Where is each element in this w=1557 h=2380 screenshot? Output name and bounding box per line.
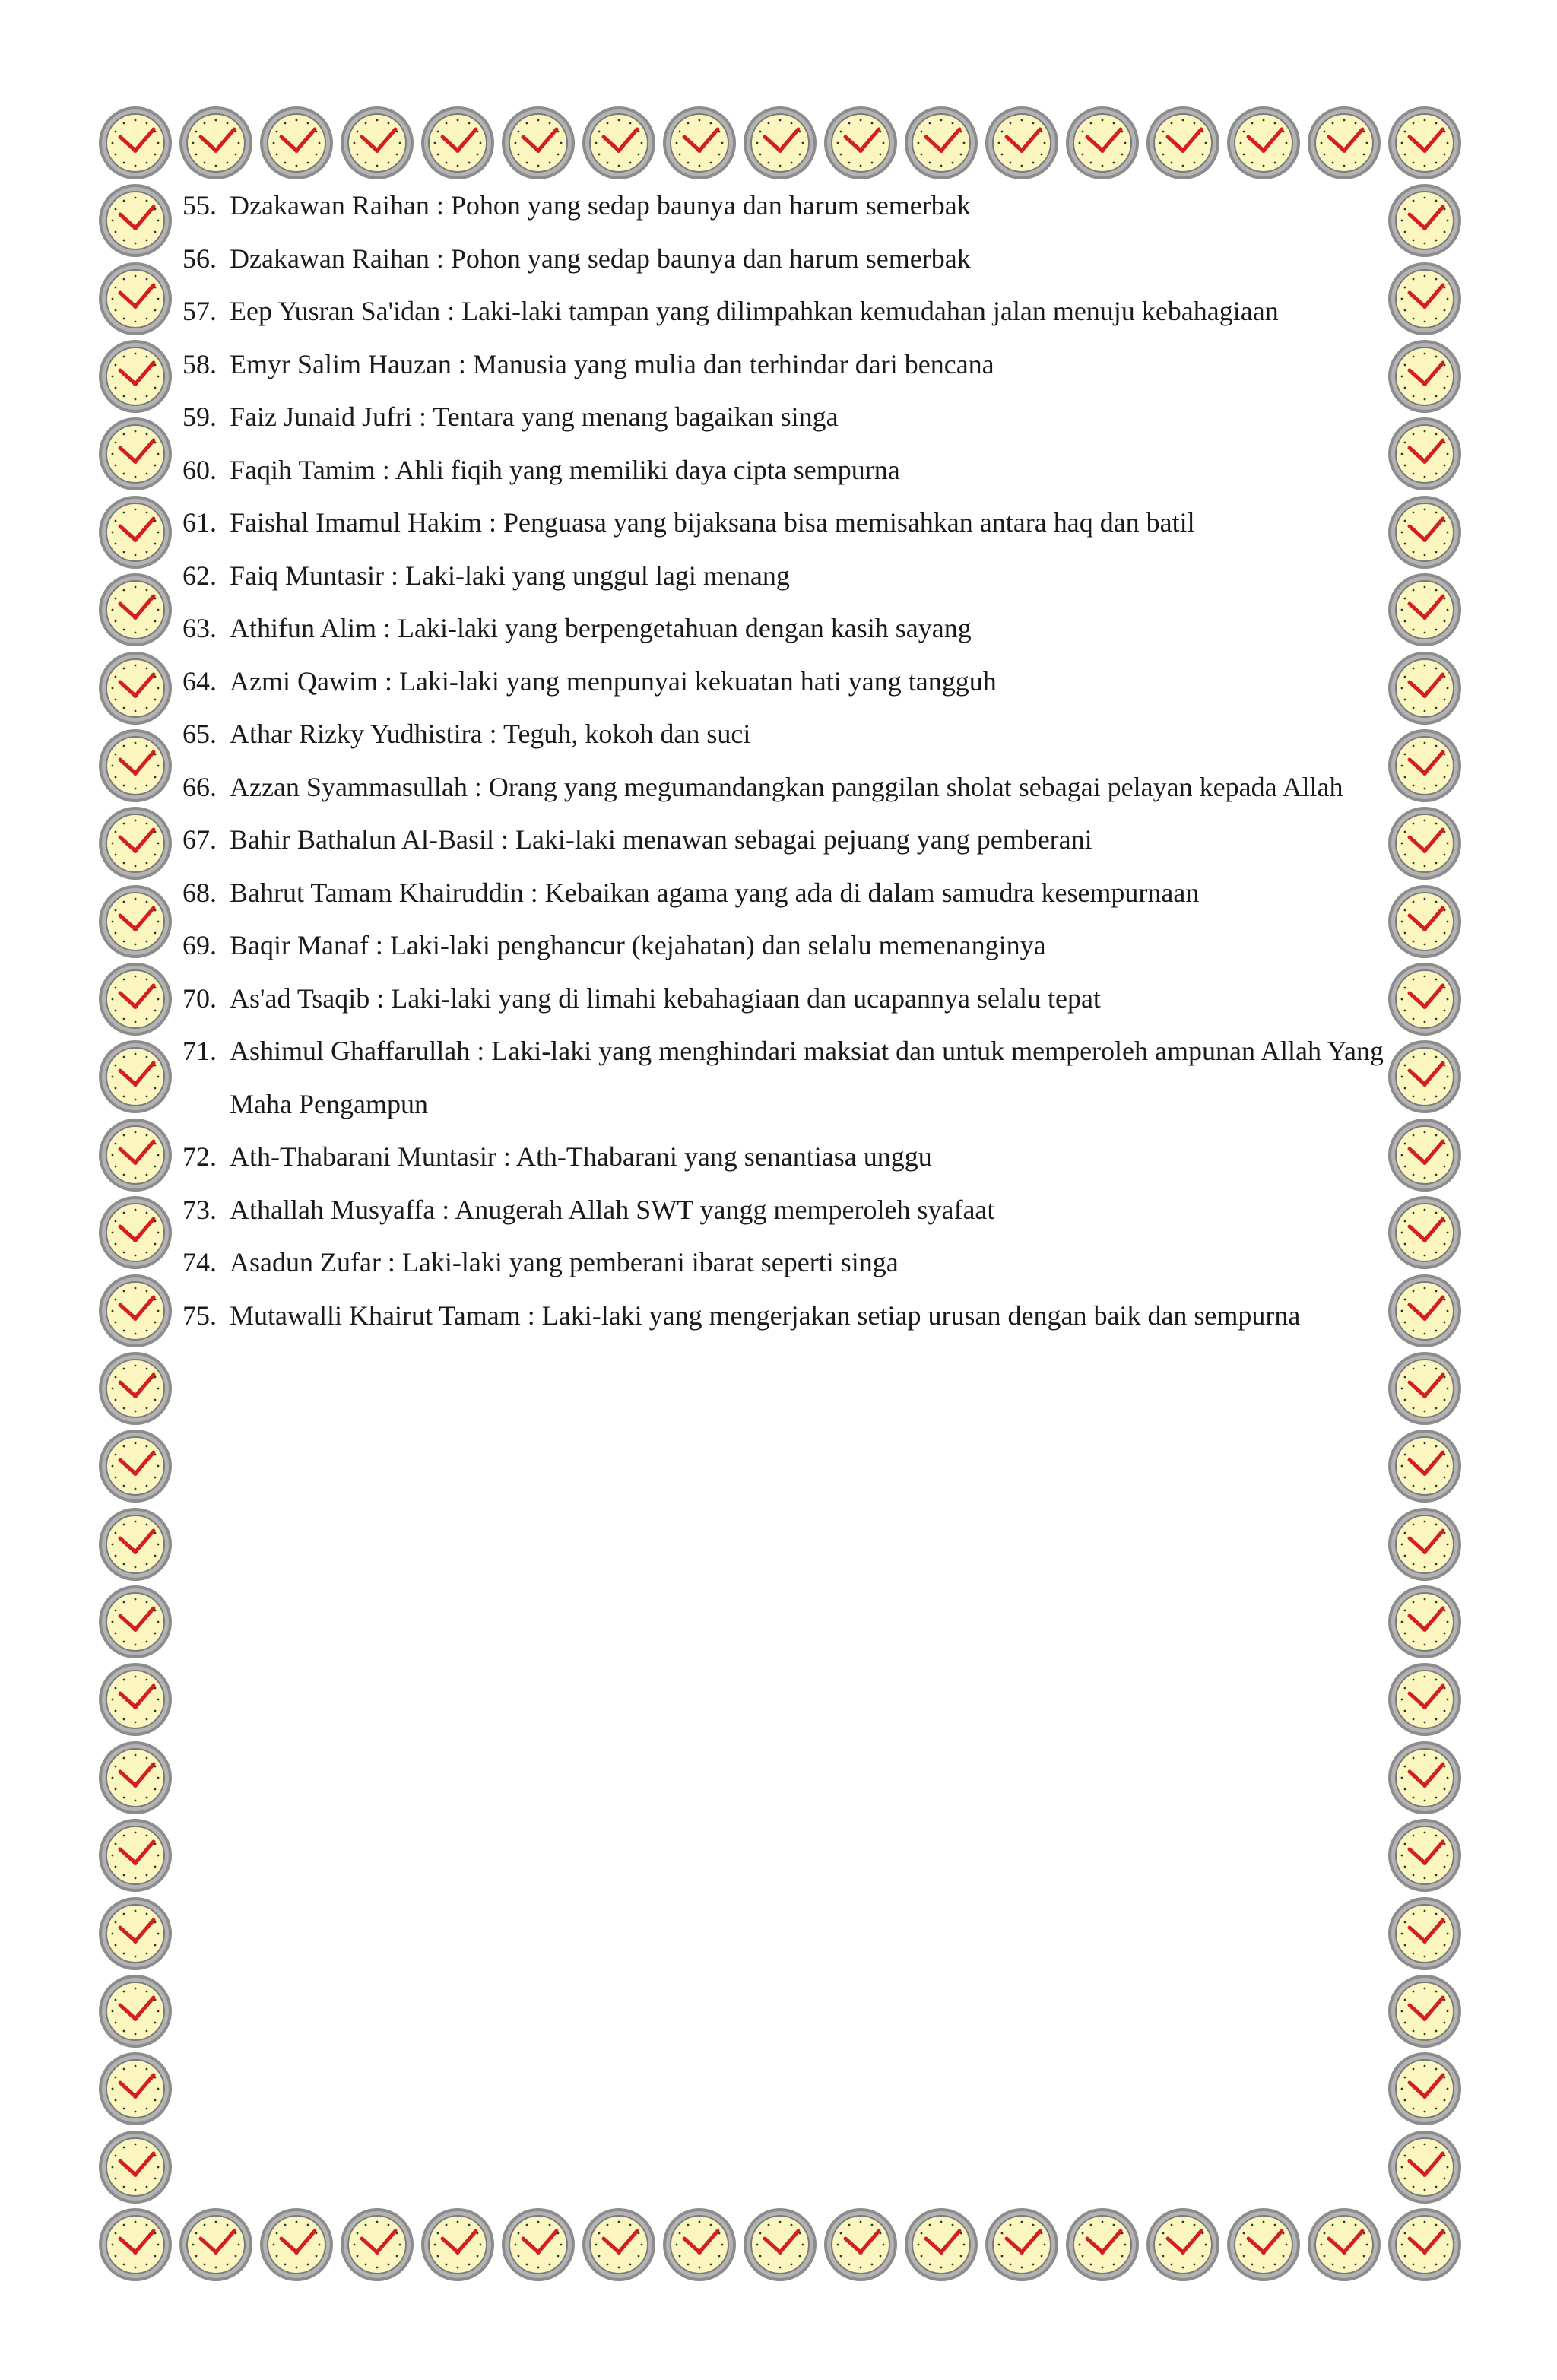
list-item <box>182 761 1384 814</box>
clock-icon <box>97 1740 173 1816</box>
clock-icon <box>97 1661 173 1737</box>
list-item <box>182 444 1384 497</box>
item-text: As'ad Tsaqib : Laki-laki yang di limahi kebahagiaan dan ucapannya selalu tepat <box>230 982 1101 1014</box>
item-text: Ath-Thabarani Muntasir : Ath-Thabarani yang senantiasa unggu <box>230 1141 932 1172</box>
clock-icon <box>97 105 173 181</box>
clock-icon <box>1387 2051 1463 2127</box>
item-text: Athar Rizky Yudhistira : Teguh, kokoh dan suci <box>230 719 751 749</box>
clock-icon <box>1387 416 1463 492</box>
clock-icon <box>903 2207 979 2283</box>
clock-icon <box>1064 2207 1140 2283</box>
clock-icon <box>1387 1428 1463 1504</box>
clock-icon <box>1387 1273 1463 1349</box>
clock-icon <box>97 1195 173 1271</box>
item-number: 71. <box>182 1036 217 1066</box>
item-text: Bahrut Tamam Khairuddin : Kebaikan agama yang ada di dalam samudra kesempurnaan <box>230 877 1200 908</box>
clock-icon <box>178 2207 254 2283</box>
item-number: 73. <box>182 1194 217 1225</box>
clock-icon <box>1387 805 1463 881</box>
clock-icon <box>97 338 173 414</box>
item-text: Ashimul Ghaffarullah : Laki-laki yang menghindari maksiat dan untuk memperoleh ampunan Allah Yang Maha Pengampun <box>230 1036 1384 1119</box>
item-number: 57. <box>182 296 217 326</box>
item-number: 60. <box>182 454 217 485</box>
clock-icon <box>1387 1817 1463 1893</box>
list-item <box>182 708 1384 761</box>
clock-icon <box>97 416 173 492</box>
clock-icon <box>97 182 173 259</box>
clock-icon <box>1387 728 1463 804</box>
item-number: 55. <box>182 190 217 221</box>
list-item <box>182 233 1384 286</box>
item-number: 65. <box>182 719 217 749</box>
list-item <box>182 550 1384 603</box>
item-text: Mutawalli Khairut Tamam : Laki-laki yang mengerjakan setiap urusan dengan baik dan sempurna <box>230 1299 1301 1331</box>
item-number: 58. <box>182 348 217 379</box>
clock-icon <box>903 105 979 181</box>
item-number: 56. <box>182 243 217 274</box>
list-item <box>182 1184 1384 1237</box>
clock-icon <box>1387 1117 1463 1193</box>
clock-icon <box>420 2207 496 2283</box>
item-text: Faiz Junaid Jufri : Tentara yang menang bagaikan singa <box>230 401 839 432</box>
list-item <box>182 338 1384 392</box>
item-number: 69. <box>182 930 217 960</box>
clock-icon <box>1387 884 1463 960</box>
clock-icon <box>97 1584 173 1660</box>
item-text: Bahir Bathalun Al-Basil : Laki-laki menawan sebagai pejuang yang pemberani <box>230 824 1092 855</box>
list-item <box>182 1290 1384 1343</box>
clock-icon <box>1387 338 1463 414</box>
clock-icon <box>1387 182 1463 259</box>
clock-icon <box>1387 2129 1463 2205</box>
clock-icon <box>1306 2207 1382 2283</box>
clock-icon <box>581 2207 657 2283</box>
clock-icon <box>1387 1740 1463 1816</box>
clock-icon <box>1145 2207 1221 2283</box>
clock-icon <box>97 1350 173 1426</box>
clock-icon <box>500 2207 576 2283</box>
item-text: Azzan Syammasullah : Orang yang megumandangkan panggilan sholat sebagai pelayan kepada Allah <box>230 771 1343 802</box>
item-number: 61. <box>182 507 217 538</box>
clock-icon <box>823 105 899 181</box>
clock-icon <box>661 2207 737 2283</box>
item-text: Eep Yusran Sa'idan : Laki-laki tampan yang dilimpahkan kemudahan jalan menuju kebahagiaan <box>230 296 1279 326</box>
clock-icon <box>742 105 818 181</box>
clock-icon <box>661 105 737 181</box>
clock-icon <box>984 105 1060 181</box>
item-text: Asadun Zufar : Laki-laki yang pemberani ibarat seperti singa <box>230 1247 899 1277</box>
clock-icon <box>1226 105 1302 181</box>
clock-icon <box>97 2051 173 2127</box>
clock-icon <box>1387 494 1463 570</box>
list-item <box>182 1236 1384 1290</box>
list-item <box>182 391 1384 444</box>
clock-icon <box>1387 961 1463 1037</box>
name-meaning-list <box>182 179 1384 1342</box>
list-item <box>182 179 1384 233</box>
item-number: 62. <box>182 560 217 591</box>
item-text: Athifun Alim : Laki-laki yang berpengetahuan dengan kasih sayang <box>230 613 972 643</box>
clock-icon <box>1387 1584 1463 1660</box>
clock-icon <box>1387 1350 1463 1426</box>
item-number: 75. <box>182 1299 217 1331</box>
list-item <box>182 1025 1384 1131</box>
clock-icon <box>1387 105 1463 181</box>
clock-icon <box>1387 572 1463 648</box>
clock-icon <box>1387 1506 1463 1582</box>
item-text: Athallah Musyaffa : Anugerah Allah SWT yangg memperoleh syafaat <box>230 1194 995 1225</box>
clock-icon <box>500 105 576 181</box>
item-number: 59. <box>182 401 217 432</box>
item-text: Faishal Imamul Hakim : Penguasa yang bijaksana bisa memisahkan antara haq dan batil <box>230 507 1195 538</box>
list-item <box>182 655 1384 709</box>
clock-icon <box>823 2207 899 2283</box>
clock-icon <box>97 1817 173 1893</box>
clock-icon <box>339 2207 415 2283</box>
clock-icon <box>97 1117 173 1193</box>
clock-icon <box>1387 1039 1463 1115</box>
item-number: 64. <box>182 665 217 697</box>
list-item <box>182 814 1384 867</box>
clock-icon <box>1145 105 1221 181</box>
clock-icon <box>1387 2207 1463 2283</box>
item-number: 67. <box>182 824 217 855</box>
clock-icon <box>97 728 173 804</box>
list-item <box>182 285 1384 338</box>
clock-icon <box>97 1273 173 1349</box>
item-text: Baqir Manaf : Laki-laki penghancur (kejahatan) dan selalu memenanginya <box>230 930 1046 960</box>
clock-icon <box>258 105 335 181</box>
item-text: Faqih Tamim : Ahli fiqih yang memiliki daya cipta sempurna <box>230 454 900 485</box>
list-item <box>182 602 1384 655</box>
item-number: 70. <box>182 982 217 1014</box>
clock-icon <box>339 105 415 181</box>
item-text: Azmi Qawim : Laki-laki yang menpunyai kekuatan hati yang tangguh <box>230 665 997 697</box>
clock-icon <box>178 105 254 181</box>
clock-icon <box>1226 2207 1302 2283</box>
clock-icon <box>97 2129 173 2205</box>
list-item <box>182 973 1384 1026</box>
item-number: 72. <box>182 1141 217 1172</box>
clock-icon <box>97 572 173 648</box>
clock-icon <box>1387 261 1463 337</box>
item-number: 68. <box>182 877 217 908</box>
item-text: Faiq Muntasir : Laki-laki yang unggul lagi menang <box>230 560 790 591</box>
clock-icon <box>742 2207 818 2283</box>
clock-icon <box>97 650 173 726</box>
clock-icon <box>984 2207 1060 2283</box>
clock-icon <box>97 494 173 570</box>
item-text: Dzakawan Raihan : Pohon yang sedap baunya dan harum semerbak <box>230 243 971 274</box>
clock-icon <box>1064 105 1140 181</box>
clock-icon <box>1306 105 1382 181</box>
item-number: 63. <box>182 613 217 643</box>
clock-icon <box>97 1506 173 1582</box>
list-item <box>182 919 1384 973</box>
list-item <box>182 1131 1384 1184</box>
clock-icon <box>581 105 657 181</box>
clock-icon <box>1387 1973 1463 2049</box>
clock-icon <box>97 805 173 881</box>
item-text: Emyr Salim Hauzan : Manusia yang mulia dan terhindar dari bencana <box>230 348 994 379</box>
clock-icon <box>258 2207 335 2283</box>
clock-icon <box>97 1973 173 2049</box>
item-text: Dzakawan Raihan : Pohon yang sedap baunya dan harum semerbak <box>230 190 971 221</box>
clock-icon <box>97 1428 173 1504</box>
clock-icon <box>1387 1661 1463 1737</box>
clock-icon <box>1387 650 1463 726</box>
clock-icon <box>420 105 496 181</box>
clock-icon <box>97 261 173 337</box>
item-number: 66. <box>182 771 217 802</box>
clock-icon <box>1387 1896 1463 1972</box>
list-item <box>182 497 1384 550</box>
clock-icon <box>97 1896 173 1972</box>
clock-icon <box>97 1039 173 1115</box>
clock-icon <box>97 2207 173 2283</box>
item-number: 74. <box>182 1247 217 1277</box>
clock-icon <box>97 884 173 960</box>
clock-icon <box>1387 1195 1463 1271</box>
clock-icon <box>97 961 173 1037</box>
list-item <box>182 867 1384 920</box>
